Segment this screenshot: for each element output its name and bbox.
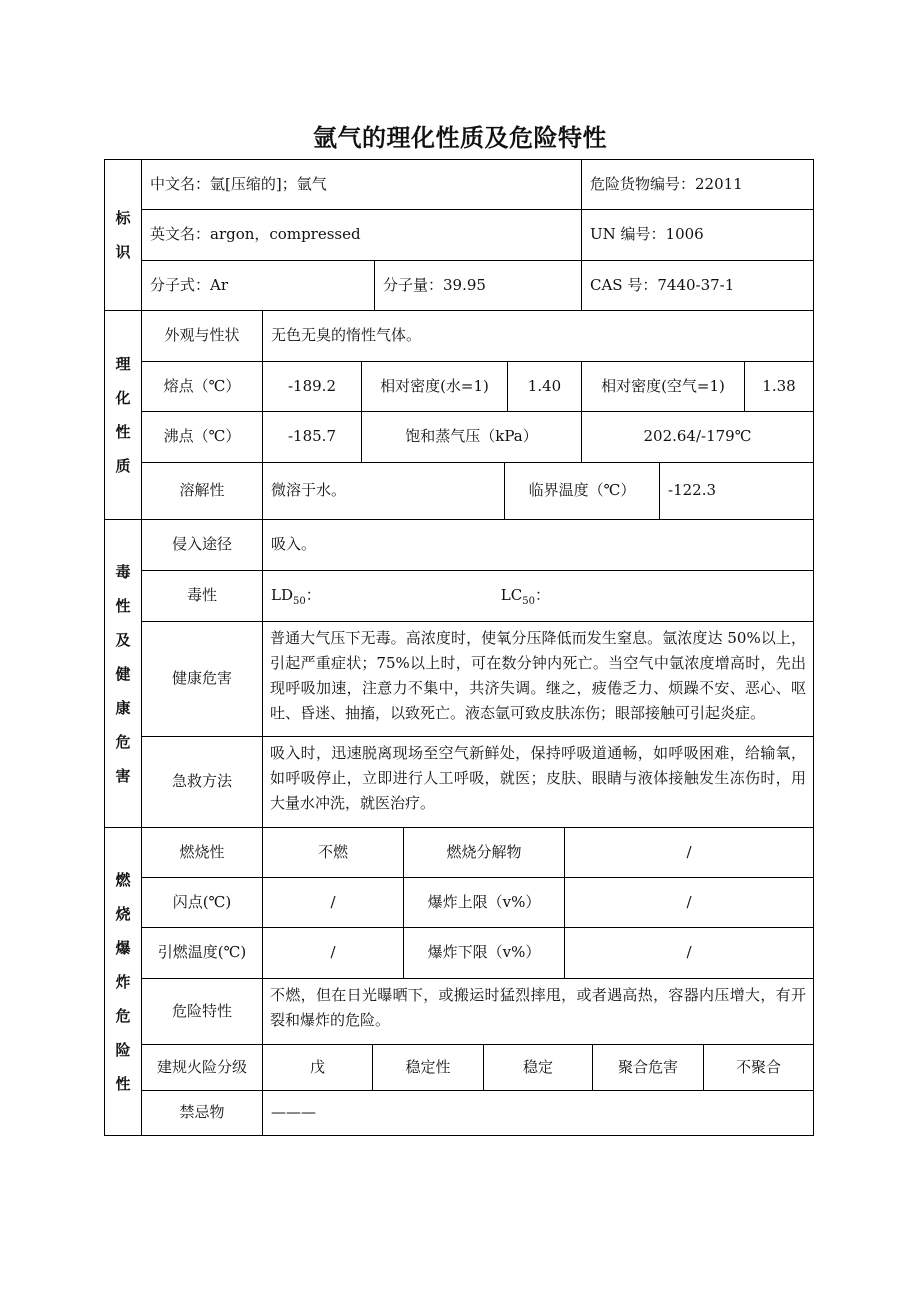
critical-temp-value: -122.3 — [659, 462, 814, 520]
polymerization-value: 不聚合 — [703, 1044, 814, 1091]
vapor-pressure-value: 202.64/-179℃ — [581, 411, 814, 463]
ld50-label: $LD_{50}$： — [271, 586, 321, 608]
health-hazard-value: 普通大气压下无毒。高浓度时，使氧分压降低而发生窒息。氩浓度达 50%以上，引起严重症状；75%以上时，可在数分钟内死亡。当空气中氩浓度增高时，先出现呼吸加速，注意力不集中，共济失调。继之，疲倦乏力、烦躁不安、恶心、呕吐、昏迷、抽搐，以致死亡。液态氩可致皮肤冻伤；眼部接触可引起炎症。 — [262, 621, 814, 737]
section-properties-label — [104, 310, 142, 520]
section-toxicity-text: 毒性及健康危害 — [115, 562, 131, 785]
hazard-number-cell: 危险货物编号：22011 — [581, 159, 814, 210]
flammability-value: 不燃 — [262, 827, 404, 878]
ignition-temp-label: 引燃温度(℃) — [141, 927, 263, 979]
section-toxicity-label — [104, 519, 142, 828]
flammability-label: 燃烧性 — [141, 827, 263, 878]
polymerization-label: 聚合危害 — [592, 1044, 704, 1091]
chinese-name-cell: 中文名：氩[压缩的]；氩气 — [141, 159, 582, 210]
explosion-lower-value: / — [564, 927, 814, 979]
critical-temp-label: 临界温度（℃） — [504, 462, 660, 520]
stability-value: 稳定 — [483, 1044, 593, 1091]
route-label: 侵入途径 — [141, 519, 263, 571]
first-aid-value: 吸入时，迅速脱离现场至空气新鲜处，保持呼吸道通畅，如呼吸困难，给输氧，如呼吸停止，立即进行人工呼吸，就医；皮肤、眼睛与液体接触发生冻伤时，用大量水冲洗，就医治疗。 — [262, 736, 814, 828]
fire-class-label: 建规火险分级 — [141, 1044, 263, 1091]
section-fire-label — [104, 827, 142, 1136]
melting-point-value: -189.2 — [262, 361, 362, 412]
incompatible-label: 禁忌物 — [141, 1090, 263, 1136]
toxicity-value — [262, 570, 814, 622]
boiling-point-label: 沸点（℃） — [141, 411, 263, 463]
boiling-point-value: -185.7 — [262, 411, 362, 463]
fire-class-value: 戊 — [262, 1044, 373, 1091]
section-identification-label — [104, 159, 142, 311]
section-properties-text: 理化性质 — [115, 355, 131, 475]
appearance-label: 外观与性状 — [141, 310, 263, 362]
flash-point-value: / — [262, 877, 404, 928]
hazard-properties-label: 危险特性 — [141, 978, 263, 1045]
stability-label: 稳定性 — [372, 1044, 484, 1091]
solubility-value: 微溶于水。 — [262, 462, 505, 520]
vapor-pressure-label: 饱和蒸气压（kPa） — [361, 411, 582, 463]
rel-density-air-value: 1.38 — [744, 361, 814, 412]
toxicity-label: 毒性 — [141, 570, 263, 622]
formula-cell: 分子式：Ar — [141, 260, 375, 311]
health-hazard-label: 健康危害 — [141, 621, 263, 737]
first-aid-label: 急救方法 — [141, 736, 263, 828]
incompatible-value: ——— — [262, 1090, 814, 1136]
solubility-label: 溶解性 — [141, 462, 263, 520]
melting-point-label: 熔点（℃） — [141, 361, 263, 412]
route-value: 吸入。 — [262, 519, 814, 571]
rel-density-water-label: 相对密度(水=1) — [361, 361, 508, 412]
explosion-upper-label: 爆炸上限（v%） — [403, 877, 565, 928]
hazard-properties-value: 不燃，但在日光曝晒下，或搬运时猛烈摔甩，或者遇高热，容器内压增大，有开裂和爆炸的危险。 — [262, 978, 814, 1045]
ignition-temp-value: / — [262, 927, 404, 979]
appearance-value: 无色无臭的惰性气体。 — [262, 310, 814, 362]
rel-density-air-label: 相对密度(空气=1) — [581, 361, 745, 412]
decomposition-label: 燃烧分解物 — [403, 827, 565, 878]
un-number-cell: UN 编号：1006 — [581, 209, 814, 261]
decomposition-value: / — [564, 827, 814, 878]
explosion-lower-label: 爆炸下限（v%） — [403, 927, 565, 979]
english-name-cell: 英文名：argon，compressed — [141, 209, 582, 261]
page-title: 氩气的理化性质及危险特性 — [313, 124, 607, 152]
section-identification-text: 标识 — [115, 209, 131, 261]
rel-density-water-value: 1.40 — [507, 361, 582, 412]
molecular-weight-cell: 分子量：39.95 — [374, 260, 582, 311]
lc50-label: $LC_{50}$： — [500, 586, 550, 608]
flash-point-label: 闪点(℃) — [141, 877, 263, 928]
cas-number-cell: CAS 号：7440-37-1 — [581, 260, 814, 311]
explosion-upper-value: / — [564, 877, 814, 928]
section-fire-text: 燃烧爆炸危险性 — [115, 870, 131, 1093]
